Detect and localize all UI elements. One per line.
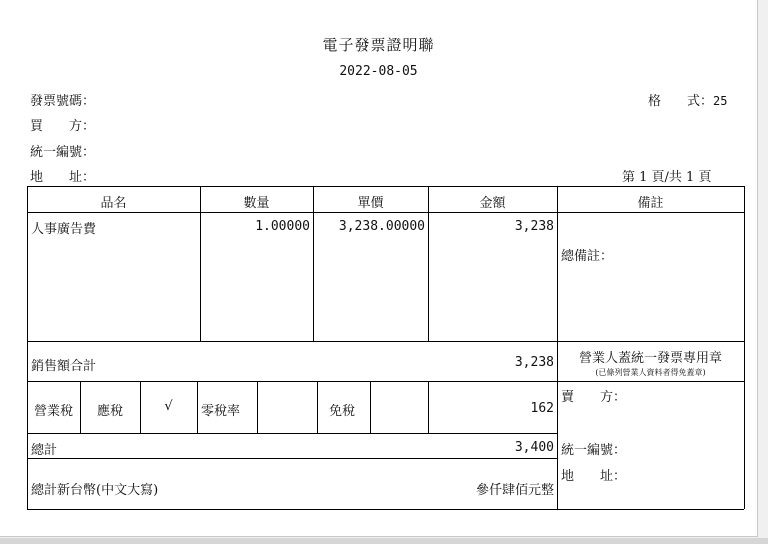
header-remarks: 備註	[637, 196, 664, 211]
stamp-title: 營業人蓋統一發票專用章	[578, 351, 722, 366]
invoice-date: 2022-08-05	[339, 64, 418, 79]
total-remark-label: 總備註：	[561, 249, 614, 264]
item-name: 人事廣告費	[31, 222, 97, 237]
sales-total-label: 銷售額合計	[31, 359, 97, 374]
header-item-name: 品名	[100, 196, 127, 211]
item-quantity: 1.00000	[255, 219, 310, 234]
stamp-subtitle: (已條列營業人資料者得免蓋章)	[595, 368, 706, 377]
seller-label: 賣 方：	[561, 390, 627, 405]
exempt-label: 免稅	[329, 404, 356, 419]
header-unit-price: 單價	[357, 196, 384, 211]
format-label: 格 式：	[648, 94, 714, 109]
item-amount: 3,238	[514, 219, 554, 234]
zero-rate-label: 零稅率	[201, 404, 241, 419]
tax-value: 162	[530, 401, 554, 416]
tax-label: 營業稅	[33, 404, 73, 419]
chinese-total-value: 參仟肆佰元整	[475, 483, 554, 498]
item-unit-price: 3,238.00000	[338, 219, 425, 234]
grand-total-label: 總計	[31, 443, 58, 458]
buyer-address-label: 地 址：	[30, 170, 96, 185]
sales-total-value: 3,238	[514, 355, 554, 370]
buyer-tax-id-label: 統一編號：	[30, 145, 96, 160]
buyer-label: 買 方：	[30, 119, 96, 134]
header-amount: 金額	[479, 196, 506, 211]
document-title: 電子發票證明聯	[322, 36, 435, 54]
format-field	[648, 90, 727, 109]
seller-tax-id-label: 統一編號：	[561, 443, 627, 458]
grand-total-value: 3,400	[514, 440, 554, 455]
header-quantity: 數量	[243, 196, 270, 211]
seller-address-label: 地 址：	[561, 469, 627, 484]
chinese-total-label: 總計新台幣(中文大寫)	[31, 483, 159, 498]
page-indicator: 第 1 頁/共 1 頁	[622, 170, 712, 185]
taxable-label: 應稅	[96, 404, 123, 419]
format-value: 25	[713, 94, 728, 108]
invoice-number-label: 發票號碼：	[30, 94, 96, 109]
taxable-check-mark: √	[164, 399, 173, 414]
horizontal-scrollbar[interactable]	[0, 538, 768, 544]
